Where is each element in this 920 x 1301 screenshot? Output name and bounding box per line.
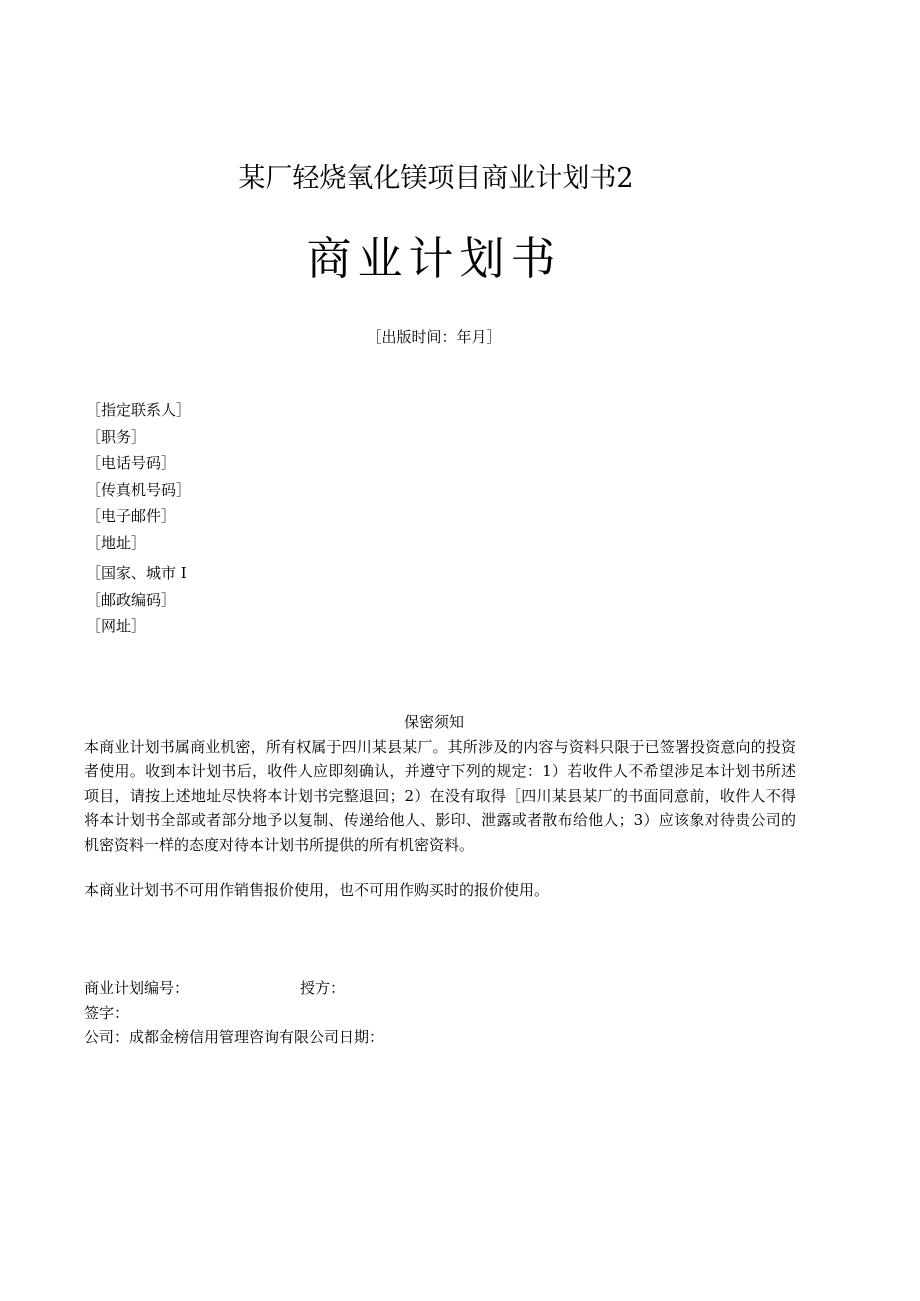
- contact-item-email: ［电子邮件］: [86, 507, 177, 526]
- confidentiality-body: 本商业计划书属商业机密，所有权属于四川某县某厂。其所涉及的内容与资料只限于已签署投资意向的投资者使用。收到本计划书后，收件人应即刻确认，并遵守下列的规定：1）若收件人不希望涉足本计划书所述项目，请按上述地址尽快将本计划书完整退回；2）在没有取得［四川某县某厂的书面同意前，收件人不得将本计划书全部或者部分地予以复制、传递给他人、影印、泄露或者散布给他人；3）应该象对待贵公司的机密资料一样的态度对待本计划书所提供的所有机密资料。: [84, 738, 796, 854]
- publish-time: ［出版时间：年月］: [366, 328, 502, 346]
- contact-item-country-city: ［国家、城市 I: [86, 563, 187, 582]
- confidentiality-heading: 保密须知: [403, 713, 464, 731]
- confidentiality-note: 本商业计划书不可用作销售报价使用，也不可用作购买时的报价使用。: [84, 881, 550, 899]
- contact-item-postcode: ［邮政编码］: [86, 590, 177, 609]
- contact-item-address: ［地址］: [86, 533, 147, 552]
- contact-item-contact-person: ［指定联系人］: [86, 401, 192, 419]
- cover-title: 商业计划书: [306, 232, 562, 285]
- contact-item-position: ［职务］: [86, 427, 147, 446]
- plan-number-label: 商业计划编号：: [84, 979, 190, 997]
- contact-item-website: ［网址］: [86, 617, 147, 636]
- company-date-label: 公司：成都金榜信用管理咨询有限公司日期：: [84, 1028, 385, 1046]
- document-title: 某厂轻烧氧化镁项目商业计划书2: [238, 163, 634, 194]
- contact-item-fax: ［传真机号码］: [86, 480, 192, 499]
- contact-list: [86, 397, 191, 640]
- contact-item-phone: ［电话号码］: [86, 454, 177, 473]
- signature-label: 签字：: [84, 1004, 130, 1022]
- grantor-label: 授方：: [300, 979, 346, 997]
